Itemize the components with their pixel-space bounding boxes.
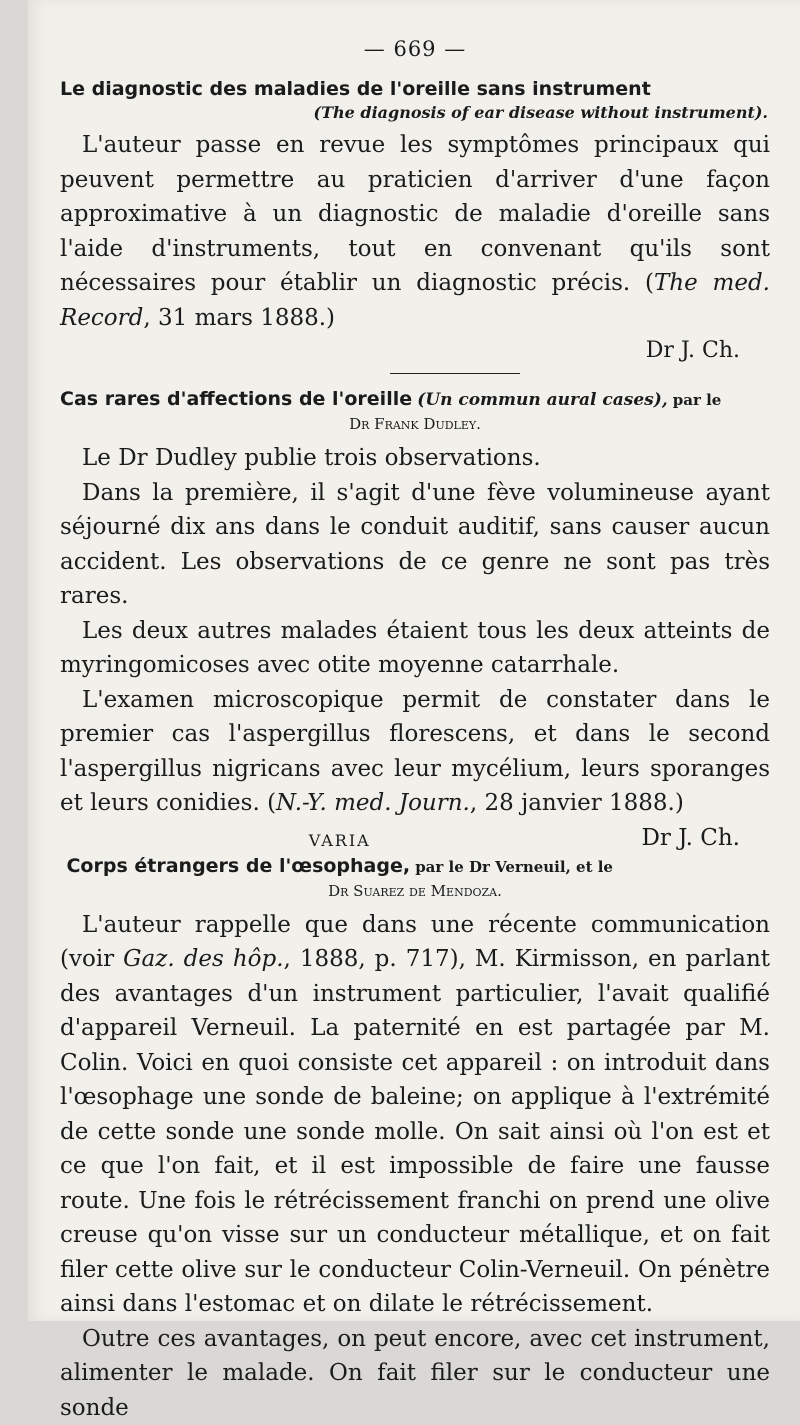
article3-author: Dr Suarez de Mendoza. [60, 880, 770, 902]
article2-paragraph-4 [60, 683, 770, 821]
article2-title-italic: (Un commun aural cases), [417, 390, 667, 410]
article3-para1-a: L'auteur rappelle que dans une récente communication (voir [60, 912, 770, 973]
article2-author: Dr Frank Dudley. [60, 413, 770, 435]
article2-title-line [60, 386, 770, 413]
article2-title: Cas rares d'affections de l'oreille [60, 388, 412, 410]
article2-paragraph-2: Dans la première, il s'agit d'une fève volumineuse ayant séjourné dix ans dans le conduit auditif, sans causer aucun accident. Les observations de ce genre ne sont pas très rares. [60, 476, 770, 614]
article1-signature: Dr J. Ch. [60, 335, 740, 367]
article2-title-suffix: par le [673, 391, 722, 409]
section-label-varia: VARIA [60, 829, 770, 853]
article3-title: Corps étrangers de l'œsophage, [66, 855, 410, 877]
article1-body-text: L'auteur passe en revue les symptômes principaux qui peuvent permettre au praticien d'arriver d'une façon approximative à un diagnostic de maladie d'oreille sans l'aide d'instruments, tout en convenant qu'ils sont nécessaires pour établir un diagnostic précis. ( [60, 132, 770, 296]
article3-paragraph-2: Outre ces avantages, on peut encore, avec cet instrument, alimenter le malade. On fait filer sur le conducteur une sonde [60, 1322, 770, 1425]
article2-citation-date: , 28 janvier 1888.) [470, 790, 684, 816]
article3-para1-journal: Gaz. des hôp. [123, 946, 283, 972]
article1-title: Le diagnostic des maladies de l'oreille sans instrument [60, 76, 770, 102]
section-divider [390, 373, 520, 374]
article2-paragraph-1: Le Dr Dudley publie trois observations. [60, 441, 770, 476]
page-content [60, 34, 770, 1425]
article3-title-suffix: par le Dr Verneuil, et le [415, 858, 613, 876]
page-number: — 669 — [60, 34, 770, 64]
book-page [28, 0, 800, 1321]
article1-subtitle: (The diagnosis of ear disease without instrument). [60, 102, 768, 124]
article1-body [60, 128, 770, 335]
article2-signature: Dr J. Ch. [619, 821, 740, 856]
article2-paragraph-3: Les deux autres malades étaient tous les deux atteints de myringomicoses avec otite moyenne catarrhale. [60, 614, 770, 683]
article2-last-para-text: L'examen microscopique permit de constater dans le premier cas l'aspergillus florescens, et dans le second l'aspergillus nigricans avec leur mycélium, leurs sporanges et leurs conidies. ( [60, 687, 770, 817]
article3-paragraph-1 [60, 908, 770, 1322]
article2-citation-journal: N.-Y. med. Journ. [276, 790, 470, 816]
article3-title-line [60, 853, 770, 880]
article3-para1-b: , 1888, p. 717), M. Kirmisson, en parlant des avantages d'un instrument particulier, l'avait qualifié d'appareil Verneuil. La paternité en est partagée par M. Colin. Voici en quoi consiste cet appareil : on introduit dans l'œsophage une sonde de baleine; on applique à l'extrémité de cette sonde une sonde molle. On sait ainsi où l'on est et ce que l'on fait, et il est impossible de faire une fausse route. Une fois le rétrécissement franchi on prend une olive creuse qu'on visse sur un conducteur métallique, et on fait filer cette olive sur le conducteur Colin-Verneuil. On pénètre ainsi dans l'estomac et on dilate le rétrécissement. [60, 946, 770, 1317]
article1-citation-date: , 31 mars 1888.) [143, 305, 335, 331]
article1-citation-journal: The med. Record [60, 270, 770, 331]
